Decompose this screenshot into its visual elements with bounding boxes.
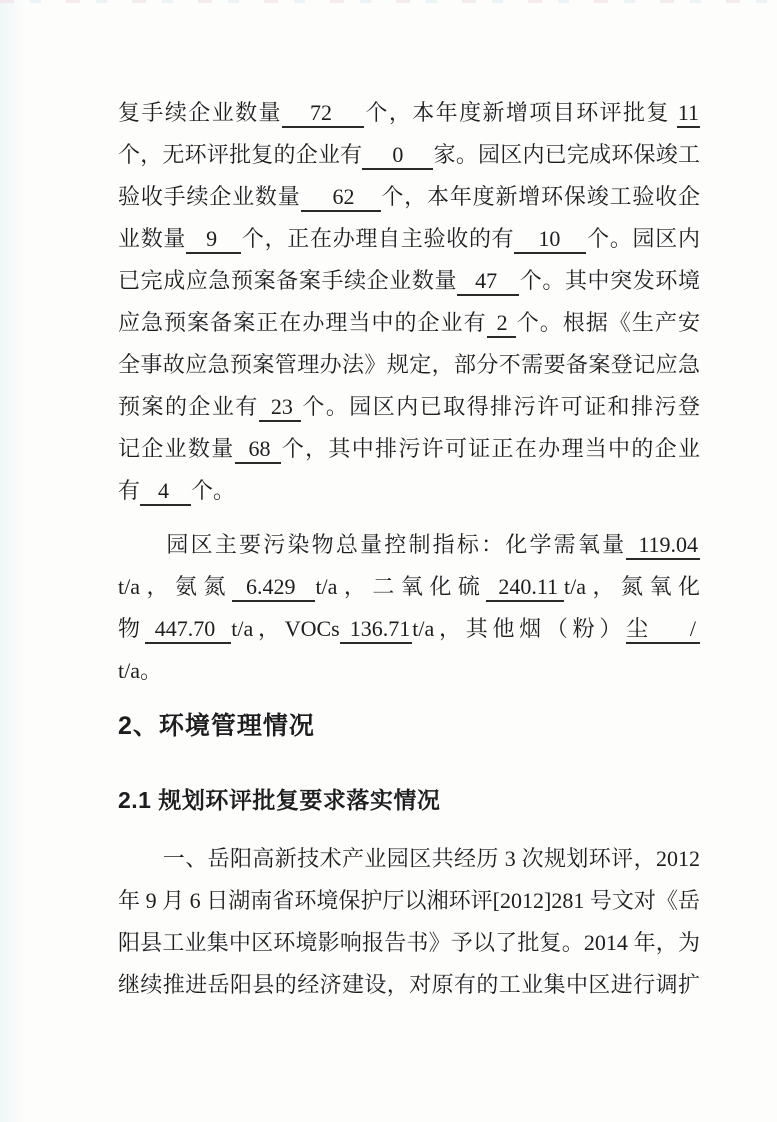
text-run: 一、岳阳高新技术产业园区共经历 3 次规划环评，2012 <box>118 846 700 871</box>
text-run: 个。园区内已取得排污许可证和排污登 <box>300 394 700 419</box>
text-run: 验收手续企业数量 <box>118 184 301 209</box>
text-line <box>118 838 700 880</box>
text-line <box>118 922 700 964</box>
paragraph-plan-eia-history <box>118 838 700 1006</box>
text-line <box>118 880 700 922</box>
text-line <box>118 428 700 470</box>
text-line <box>118 779 700 821</box>
text-run: 个。根据《生产安 <box>515 310 700 335</box>
text-run: 园区主要污染物总量控制指标：化学需氧量 <box>118 532 627 557</box>
text-line <box>118 566 700 608</box>
text-line <box>118 650 700 692</box>
text-line <box>118 964 700 1006</box>
text-line <box>118 260 700 302</box>
text-run: t/a，其他烟（粉） <box>412 616 627 641</box>
text-run: 预案的企业有 <box>118 394 259 419</box>
text-run: 年 9 月 6 日湖南省环境保护厅以湘环评[2012]281 号文对《岳 <box>118 888 700 913</box>
text-line <box>118 344 700 386</box>
underlined-value: 240.11 <box>486 574 564 602</box>
underlined-value: 10 <box>514 226 586 254</box>
text-line <box>118 92 700 134</box>
text-line <box>118 386 700 428</box>
text-line <box>118 608 700 650</box>
text-run: 应急预案备案正在办理当中的企业有 <box>118 310 487 335</box>
text-line <box>118 134 700 176</box>
underlined-value: 119.04 <box>626 532 700 560</box>
text-line <box>118 705 700 747</box>
text-line <box>118 176 700 218</box>
text-run: 物 <box>118 616 145 641</box>
underlined-value: 尘 / <box>626 616 700 644</box>
text-run: 记企业数量 <box>118 436 235 461</box>
paragraph-approval-statistics <box>118 92 700 512</box>
text-run: 家。园区内已完成环保竣工 <box>433 142 700 167</box>
text-run: 个，本年度新增环保竣工验收企 <box>380 184 700 209</box>
text-run: 阳县工业集中区环境影响报告书》予以了批复。2014 年，为 <box>118 930 700 955</box>
text-run: 个。园区内 <box>586 226 700 251</box>
text-line <box>118 218 700 260</box>
heading-plan-eia-approval-implementation <box>118 779 700 821</box>
text-run: t/a，氨氮 <box>118 574 232 599</box>
underlined-value: 23 <box>259 394 301 422</box>
underlined-value: 0 <box>362 142 433 170</box>
text-run: t/a。 <box>118 658 162 683</box>
text-run: 全事故应急预案管理办法》规定，部分不需要备案登记应急 <box>118 352 700 377</box>
underlined-value: 447.70 <box>145 616 232 644</box>
paragraph-pollutant-control-totals <box>118 524 700 692</box>
heading-environment-management <box>118 705 700 747</box>
text-run: 复手续企业数量 <box>118 100 282 125</box>
text-run: 有 <box>118 478 141 503</box>
text-run: 2、环境管理情况 <box>118 712 315 740</box>
underlined-value: 2 <box>487 310 516 338</box>
underlined-value: 47 <box>457 268 519 296</box>
underlined-value: 9 <box>186 226 241 254</box>
text-run: 继续推进岳阳县的经济建设，对原有的工业集中区进行调扩 <box>118 972 700 997</box>
text-run: 已完成应急预案备案手续企业数量 <box>118 268 458 293</box>
text-line <box>118 470 700 512</box>
text-line <box>118 524 700 566</box>
underlined-value: 136.71 <box>340 616 413 644</box>
text-line <box>118 302 700 344</box>
underlined-value: 6.429 <box>232 574 316 602</box>
underlined-value: 72 <box>282 100 364 128</box>
text-run: t/a，VOCs <box>231 616 340 641</box>
text-run: t/a，氮氧化 <box>564 574 700 599</box>
text-run: 业数量 <box>118 226 187 251</box>
text-run: 个，无环评批复的企业有 <box>118 142 363 167</box>
text-run: 2.1 规划环评批复要求落实情况 <box>118 787 441 813</box>
underlined-value: 11 <box>677 100 700 128</box>
text-run: t/a，二氧化硫 <box>315 574 487 599</box>
text-run: 个，本年度新增项目环评批复 <box>363 100 677 125</box>
text-run: 个。 <box>191 478 236 503</box>
text-run: 个，其中排污许可证正在办理当中的企业 <box>280 436 700 461</box>
text-run: 个。其中突发环境 <box>519 268 700 293</box>
text-run: 个，正在办理自主验收的有 <box>241 226 515 251</box>
underlined-value: 62 <box>301 184 381 212</box>
underlined-value: 68 <box>235 436 281 464</box>
underlined-value: 4 <box>140 478 191 506</box>
